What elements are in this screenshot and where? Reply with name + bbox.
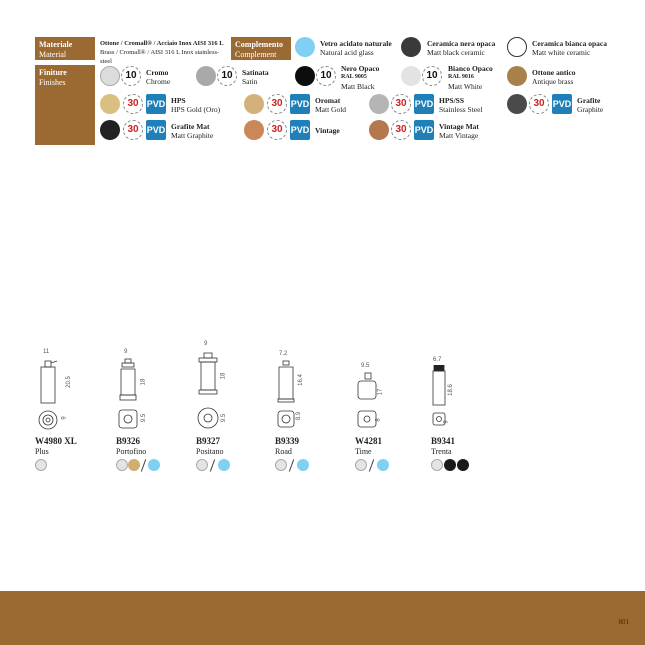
swatch-chrome bbox=[116, 459, 128, 471]
warranty-10-badge: 10 bbox=[121, 66, 141, 86]
finish-antique-brass-en: Antique brass bbox=[532, 77, 574, 86]
finish-matt-white-en: Matt White bbox=[448, 82, 483, 91]
finish-matt-black-it: Nero Opaco bbox=[341, 64, 380, 73]
finish-swatch-chrome bbox=[100, 66, 120, 86]
product-name: Time bbox=[355, 447, 372, 456]
swatch-glass bbox=[297, 459, 309, 471]
complement-white bbox=[532, 39, 627, 57]
product-name: Trenta bbox=[431, 447, 452, 456]
complement-black-it: Ceramica nera opaca bbox=[427, 39, 496, 48]
complement-glass-en: Natural acid glass bbox=[320, 48, 374, 57]
finishes-label-it: Finiture bbox=[39, 68, 67, 77]
finish-antique-brass bbox=[532, 68, 602, 86]
warranty-30-badge: 30 bbox=[123, 94, 143, 114]
complement-label-it: Complemento bbox=[235, 40, 283, 49]
complement-glass-it: Vetro acidato naturale bbox=[320, 39, 392, 48]
finish-matt-vintage-it: Vintage Mat bbox=[439, 122, 479, 131]
warranty-30-badge: 30 bbox=[267, 120, 287, 140]
swatch-chrome bbox=[431, 459, 443, 471]
warranty-30-badge: 30 bbox=[123, 120, 143, 140]
pvd-badge: PVD bbox=[552, 94, 572, 114]
product-height-dim: 17 bbox=[377, 388, 384, 396]
product-width-dim: 9 bbox=[124, 349, 128, 355]
finish-swatch-antique-brass bbox=[507, 66, 527, 86]
complement-black bbox=[427, 39, 517, 57]
finishes-label-en: Finishes bbox=[39, 78, 66, 87]
product-height-dim: 18 bbox=[220, 372, 227, 380]
finish-hps-ss-it: HPS/SS bbox=[439, 96, 465, 105]
complement-swatch-white bbox=[507, 37, 527, 57]
pvd-badge: PVD bbox=[146, 94, 166, 114]
swatch-black bbox=[444, 459, 456, 471]
complement-swatch-glass bbox=[295, 37, 315, 57]
material-label-it: Materiale bbox=[39, 40, 73, 49]
product-code: W4281 bbox=[355, 436, 382, 446]
finish-matt-white bbox=[448, 64, 508, 91]
finish-hps-it: HPS bbox=[171, 96, 186, 105]
complement-black-en: Matt black ceramic bbox=[427, 48, 485, 57]
finish-matt-graphite-it: Grafite Mat bbox=[171, 122, 210, 131]
pvd-badge: PVD bbox=[290, 120, 310, 140]
finish-swatch-matt-vintage bbox=[369, 120, 389, 140]
warranty-30-badge: 30 bbox=[529, 94, 549, 114]
complement-glass bbox=[320, 39, 410, 57]
finish-hps-en: HPS Gold (Oro) bbox=[171, 105, 221, 114]
finish-hps-ss bbox=[439, 96, 509, 114]
product-base-dim: 9 bbox=[443, 420, 450, 424]
finish-matt-gold-it: Oromat bbox=[315, 96, 341, 105]
material-value bbox=[100, 39, 230, 66]
product-base-dim: 8.9 bbox=[296, 411, 303, 421]
finish-chrome bbox=[146, 68, 196, 86]
slash-separator bbox=[141, 459, 146, 472]
finish-satin-en: Satin bbox=[242, 77, 258, 86]
material-value-it: Ottone / Cromall® / Acciaio Inox AISI 316 L bbox=[100, 40, 224, 47]
finish-vintage bbox=[315, 126, 375, 135]
slash-separator bbox=[210, 459, 215, 472]
finish-matt-graphite bbox=[171, 122, 241, 140]
finish-matt-gold bbox=[315, 96, 375, 114]
product-width-dim: 9.5 bbox=[361, 363, 370, 369]
complement-label bbox=[231, 37, 291, 60]
finish-satin bbox=[242, 68, 292, 86]
material-label-en: Material bbox=[39, 50, 67, 59]
finish-satin-it: Satinata bbox=[242, 68, 269, 77]
product-name: Plus bbox=[35, 447, 49, 456]
product-code: B9326 bbox=[116, 436, 141, 446]
product-height-dim: 20.5 bbox=[65, 376, 72, 388]
finish-antique-brass-it: Ottone antico bbox=[532, 68, 576, 77]
product-width-dim: 6.7 bbox=[433, 357, 442, 363]
swatch-gold bbox=[128, 459, 140, 471]
finish-graphite-it: Grafite bbox=[577, 96, 601, 105]
slash-separator bbox=[369, 459, 374, 472]
product-base-dim: 9 bbox=[61, 416, 68, 420]
product-width-dim: 9 bbox=[204, 341, 208, 347]
swatch-glass bbox=[218, 459, 230, 471]
product-height-dim: 16.4 bbox=[297, 374, 304, 386]
warranty-30-badge: 30 bbox=[391, 94, 411, 114]
warranty-30-badge: 30 bbox=[391, 120, 411, 140]
pvd-badge: PVD bbox=[414, 94, 434, 114]
pvd-badge: PVD bbox=[146, 120, 166, 140]
material-label bbox=[35, 37, 95, 60]
finish-graphite bbox=[577, 96, 627, 114]
finish-matt-white-code: RAL 9016 bbox=[448, 74, 474, 80]
complement-white-en: Matt white ceramic bbox=[532, 48, 591, 57]
finish-swatch-hps-ss bbox=[369, 94, 389, 114]
finish-graphite-en: Graphite bbox=[577, 105, 604, 114]
complement-swatch-black bbox=[401, 37, 421, 57]
swatch-chrome bbox=[35, 459, 47, 471]
finish-swatch-hps bbox=[100, 94, 120, 114]
product-drawing bbox=[35, 357, 75, 447]
swatch-chrome bbox=[196, 459, 208, 471]
warranty-10-badge: 10 bbox=[217, 66, 237, 86]
finish-matt-vintage-en: Matt Vintage bbox=[439, 131, 479, 140]
product-height-dim: 18.6 bbox=[447, 384, 454, 396]
warranty-10-badge: 10 bbox=[422, 66, 442, 86]
product-code: W4980 XL bbox=[35, 436, 77, 446]
product-drawing bbox=[116, 357, 156, 447]
warranty-30-badge: 30 bbox=[267, 94, 287, 114]
material-value-en: Brass / Cromall® / AISI 316 L Inox stainless-steel bbox=[100, 49, 220, 65]
product-base-dim: 8 bbox=[375, 418, 382, 422]
finish-chrome-en: Chrome bbox=[146, 77, 171, 86]
product-width-dim: 11 bbox=[43, 349, 50, 355]
product-base-dim: 9.5 bbox=[141, 413, 148, 423]
finish-chrome-it: Cromo bbox=[146, 68, 169, 77]
finish-hps bbox=[171, 96, 241, 114]
swatch-glass bbox=[377, 459, 389, 471]
complement-white-it: Ceramica bianca opaca bbox=[532, 39, 607, 48]
finish-matt-graphite-en: Matt Graphite bbox=[171, 131, 214, 140]
swatch-chrome bbox=[355, 459, 367, 471]
footer-band bbox=[0, 591, 645, 645]
finish-swatch-matt-white bbox=[401, 66, 421, 86]
product-width-dim: 7.2 bbox=[279, 351, 288, 357]
finish-hps-ss-en: Stainless Steel bbox=[439, 105, 483, 114]
finish-swatch-matt-black bbox=[295, 66, 315, 86]
swatch-black bbox=[457, 459, 469, 471]
finish-swatch-satin bbox=[196, 66, 216, 86]
finish-swatch-matt-graphite bbox=[100, 120, 120, 140]
finishes-label bbox=[35, 65, 95, 145]
finish-matt-gold-en: Matt Gold bbox=[315, 105, 347, 114]
finish-matt-black-code: RAL 9005 bbox=[341, 74, 367, 80]
product-code: B9339 bbox=[275, 436, 300, 446]
slash-separator bbox=[289, 459, 294, 472]
finish-swatch-matt-gold bbox=[244, 94, 264, 114]
finish-swatch-vintage bbox=[244, 120, 264, 140]
product-height-dim: 18 bbox=[140, 378, 147, 386]
swatch-chrome bbox=[275, 459, 287, 471]
swatch-glass bbox=[148, 459, 160, 471]
finish-matt-white-it: Bianco Opaco bbox=[448, 64, 493, 73]
finish-matt-black-en: Matt Black bbox=[341, 82, 375, 91]
finish-matt-vintage bbox=[439, 122, 509, 140]
complement-label-en: Complement bbox=[235, 50, 277, 59]
product-code: B9327 bbox=[196, 436, 221, 446]
pvd-badge: PVD bbox=[290, 94, 310, 114]
finish-swatch-graphite bbox=[507, 94, 527, 114]
product-name: Road bbox=[275, 447, 292, 456]
product-drawing bbox=[196, 351, 236, 441]
pvd-badge: PVD bbox=[414, 120, 434, 140]
product-name: Portofino bbox=[116, 447, 147, 456]
product-base-dim: 9.5 bbox=[221, 413, 228, 423]
finish-vintage-en: Vintage bbox=[315, 126, 340, 135]
warranty-10-badge: 10 bbox=[316, 66, 336, 86]
page-number: 801 bbox=[618, 618, 629, 626]
finish-matt-black bbox=[341, 64, 401, 91]
product-code: B9341 bbox=[431, 436, 456, 446]
product-name: Positano bbox=[196, 447, 224, 456]
